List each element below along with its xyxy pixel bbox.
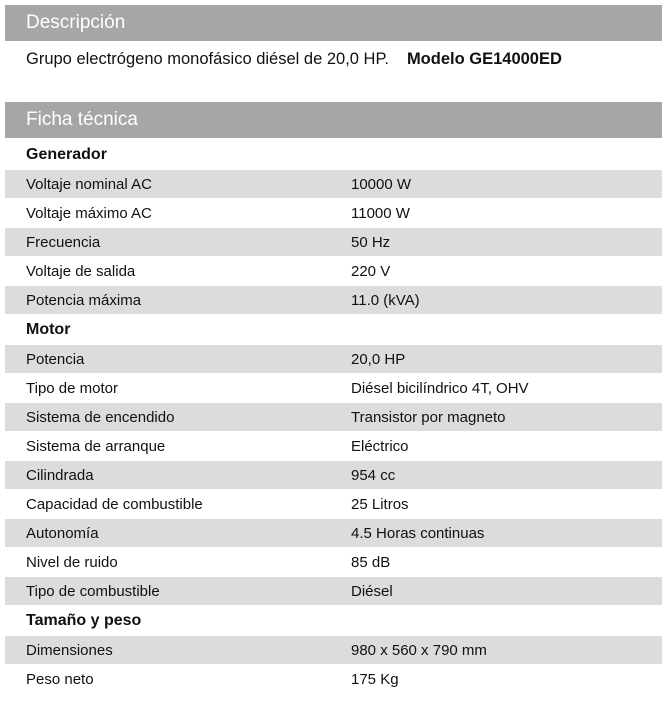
spec-row — [5, 548, 662, 577]
spec-label: Nivel de ruido — [26, 554, 118, 571]
spec-label: Peso neto — [26, 671, 94, 688]
spec-row — [5, 286, 662, 315]
spec-label: Cilindrada — [26, 467, 94, 484]
spec-value: 954 cc — [351, 467, 396, 484]
spec-value: Eléctrico — [351, 438, 409, 455]
spec-group-heading — [5, 315, 662, 345]
description-header — [5, 5, 662, 41]
spec-row — [5, 257, 662, 286]
spec-sheet-header-title: Ficha técnica — [26, 109, 138, 130]
spec-value: 20,0 HP — [351, 351, 406, 368]
group-title-tamano-peso: Tamaño y peso — [26, 612, 142, 629]
description-text: Grupo electrógeno monofásico diésel de 20,0 HP. — [26, 50, 389, 68]
spec-row — [5, 228, 662, 257]
spec-value: 11.0 (kVA) — [351, 292, 420, 309]
spec-label: Potencia máxima — [26, 292, 142, 309]
description-line — [26, 47, 562, 71]
spec-label: Sistema de encendido — [26, 409, 175, 426]
spec-row — [5, 461, 662, 490]
spec-row — [5, 577, 662, 606]
spec-row — [5, 199, 662, 228]
model-name: Modelo GE14000ED — [406, 50, 562, 68]
spec-label: Tipo de motor — [26, 380, 118, 397]
spec-row — [5, 374, 662, 403]
spec-row — [5, 490, 662, 519]
spec-value: 85 dB — [351, 554, 391, 571]
spec-label: Voltaje máximo AC — [26, 205, 152, 222]
spec-value: 220 V — [351, 263, 391, 280]
spec-label: Voltaje nominal AC — [26, 176, 152, 193]
spec-row — [5, 170, 662, 199]
spec-value: Diésel bicilíndrico 4T, OHV — [351, 380, 529, 397]
spec-group-heading — [5, 606, 662, 636]
spec-row — [5, 345, 662, 374]
spec-label: Autonomía — [26, 525, 99, 542]
group-title-motor: Motor — [26, 321, 71, 338]
spec-value: Transistor por magneto — [351, 409, 506, 426]
spec-row — [5, 665, 662, 694]
spec-value: Diésel — [351, 583, 393, 600]
spec-label: Dimensiones — [26, 642, 113, 659]
spec-label: Frecuencia — [26, 234, 101, 251]
spec-value: 10000 W — [351, 176, 412, 193]
spec-row — [5, 519, 662, 548]
spec-group-heading — [5, 140, 662, 170]
description-header-title: Descripción — [26, 12, 126, 33]
spec-value: 980 x 560 x 790 mm — [351, 642, 487, 659]
spec-label: Potencia — [26, 351, 85, 368]
group-title-generador: Generador — [26, 146, 107, 163]
spec-value: 175 Kg — [351, 671, 399, 688]
spec-label: Sistema de arranque — [26, 438, 166, 455]
spec-table — [5, 140, 662, 694]
spec-label: Tipo de combustible — [26, 583, 160, 600]
spec-row — [5, 403, 662, 432]
spec-row — [5, 636, 662, 665]
spec-value: 11000 W — [351, 205, 410, 222]
spec-row — [5, 432, 662, 461]
spec-value: 25 Litros — [351, 496, 409, 513]
spec-sheet-header — [5, 102, 662, 138]
spec-label: Capacidad de combustible — [26, 496, 203, 513]
spec-value: 4.5 Horas continuas — [351, 525, 485, 542]
spec-label: Voltaje de salida — [26, 263, 136, 280]
spec-value: 50 Hz — [351, 234, 391, 251]
